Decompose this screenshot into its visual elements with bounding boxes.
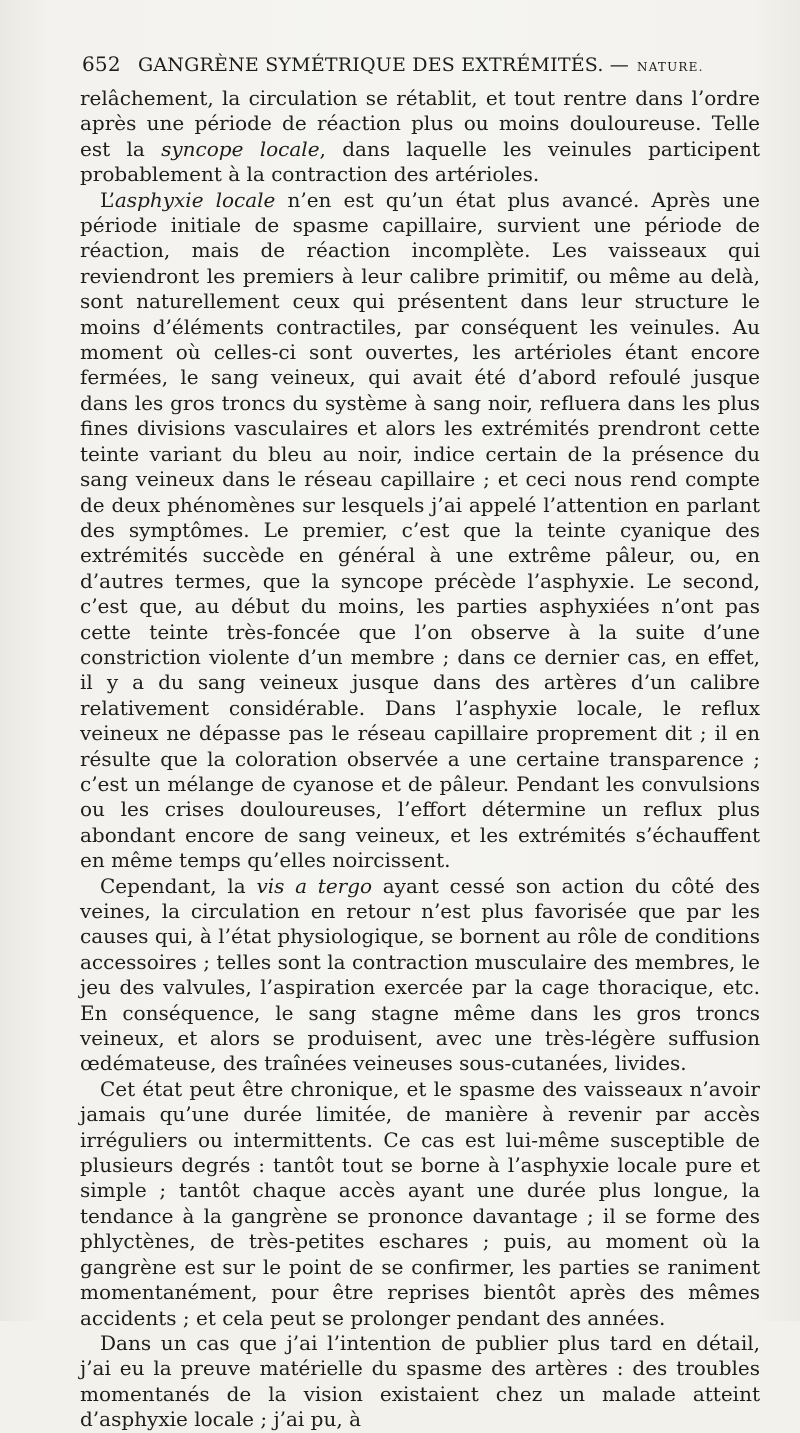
paragraph-1 <box>80 86 760 188</box>
paragraph-2 <box>80 188 760 874</box>
paragraph-5 <box>80 1331 760 1433</box>
paragraph-1-text-1: relâchement, la circulation se rétablit, et tout rentre dans l’ordre après une période de réaction plus ou moins douloureuse. Telle est la <box>80 86 760 161</box>
paragraph-2-text-1: L’ <box>100 187 115 212</box>
paragraph-1-italic-1: syncope locale <box>161 136 320 161</box>
running-header <box>82 52 758 86</box>
paragraph-3 <box>80 874 760 1077</box>
paragraph-4-text-1: Cet état peut être chronique, et le spasme des vaisseaux n’avoir jamais qu’une durée limitée, de manière à revenir par accès irréguliers ou intermittents. Ce cas est lui-même susceptible de plusieurs degrés : tantôt tout se borne à l’asphyxie locale pure et simple ; tantôt chaque accès ayant une durée plus longue, la tendance à la gangrène se prononce davantage ; il se forme des phlyctènes, de très-petites eschares ; puis, au moment où la gangrène est sur le point de se confirmer, les parties se raniment momentanément, pour être reprises bientôt après des mêmes accidents ; et cela peut se prolonger pendant des années. <box>80 1076 760 1330</box>
page-number: 652 <box>82 52 121 76</box>
paragraph-3-text-2: ayant cessé son action du côté des veines, la circulation en retour n’est plus favorisée que par les causes qui, à l’état physiologique, se bornent au rôle de conditions accessoires ; telles sont la contraction musculaire des membres, le jeu des valvules, l’aspiration exercée par la cage thoracique, etc. En conséquence, le sang stagne même dans les gros troncs veineux, et alors se produisent, avec une très-légère suffusion œdémateuse, des traînées veineuses sous-cutanées, livides. <box>80 873 760 1076</box>
paragraph-2-italic-1: asphyxie locale <box>114 187 276 212</box>
paragraph-1-text-2: , dans laquelle les veinules participent probablement à la contraction des artérioles. <box>80 136 760 187</box>
paragraph-2-text-2: n’en est qu’un état plus avancé. Après une période initiale de spasme capillaire, survient une période de réaction, mais de réaction incomplète. Les vaisseaux qui reviendront les premiers à leur calibre primitif, ou même au delà, sont naturellement ceux qui présentent dans leur structure le moins d’éléments contractiles, par conséquent les veinules. Au moment où celles-ci sont ouvertes, les artérioles étant encore fermées, le sang veineux, qui avait été d’abord refoulé jusque dans les gros troncs du système à sang noir, refluera dans les plus fines divisions vasculaires et alors les extrémités prendront cette teinte variant du bleu au noir, indice certain de la présence du sang veineux dans le réseau capillaire ; et ceci nous rend compte de deux phénomènes sur lesquels j’ai appelé l’attention en parlant des symptômes. Le premier, c’est que la teinte cyanique des extrémités succède en général à une extrême pâleur, ou, en d’autres termes, que la syncope précède l’asphyxie. Le second, c’est que, au début du moins, les parties asphyxiées n’ont pas cette teinte très-foncée que l’on observe à la suite d’une constriction violente d’un membre ; dans ce dernier cas, en effet, il y a du sang veineux jusque dans des artères d’un calibre relativement considérable. Dans l’asphyxie locale, le reflux veineux ne dépasse pas le réseau capillaire proprement dit ; il en résulte que la coloration observée a une certaine transparence ; c’est un mélange de cyanose et de pâleur. Pendant les convulsions ou les crises douloureuses, l’effort détermine un reflux plus abondant encore de sang veineux, et les extrémités s’échauffent en même temps qu’elles noircissent. <box>80 187 760 873</box>
section-label: NATURE. <box>637 60 704 74</box>
paragraph-3-text-1: Cependant, la <box>100 873 257 898</box>
paragraph-3-italic-1: vis a tergo <box>256 873 373 898</box>
paragraph-5-text-1: Dans un cas que j’ai l’intention de publier plus tard en détail, j’ai eu la preuve matérielle du spasme des artères : des troubles momentanés de la vision existaient chez un malade atteint d’asphyxie locale ; j’ai pu, à <box>80 1330 760 1432</box>
running-title: GANGRÈNE SYMÉTRIQUE DES EXTRÉMITÉS. — <box>138 54 629 76</box>
paragraph-4 <box>80 1077 760 1331</box>
body-text <box>80 86 760 1433</box>
